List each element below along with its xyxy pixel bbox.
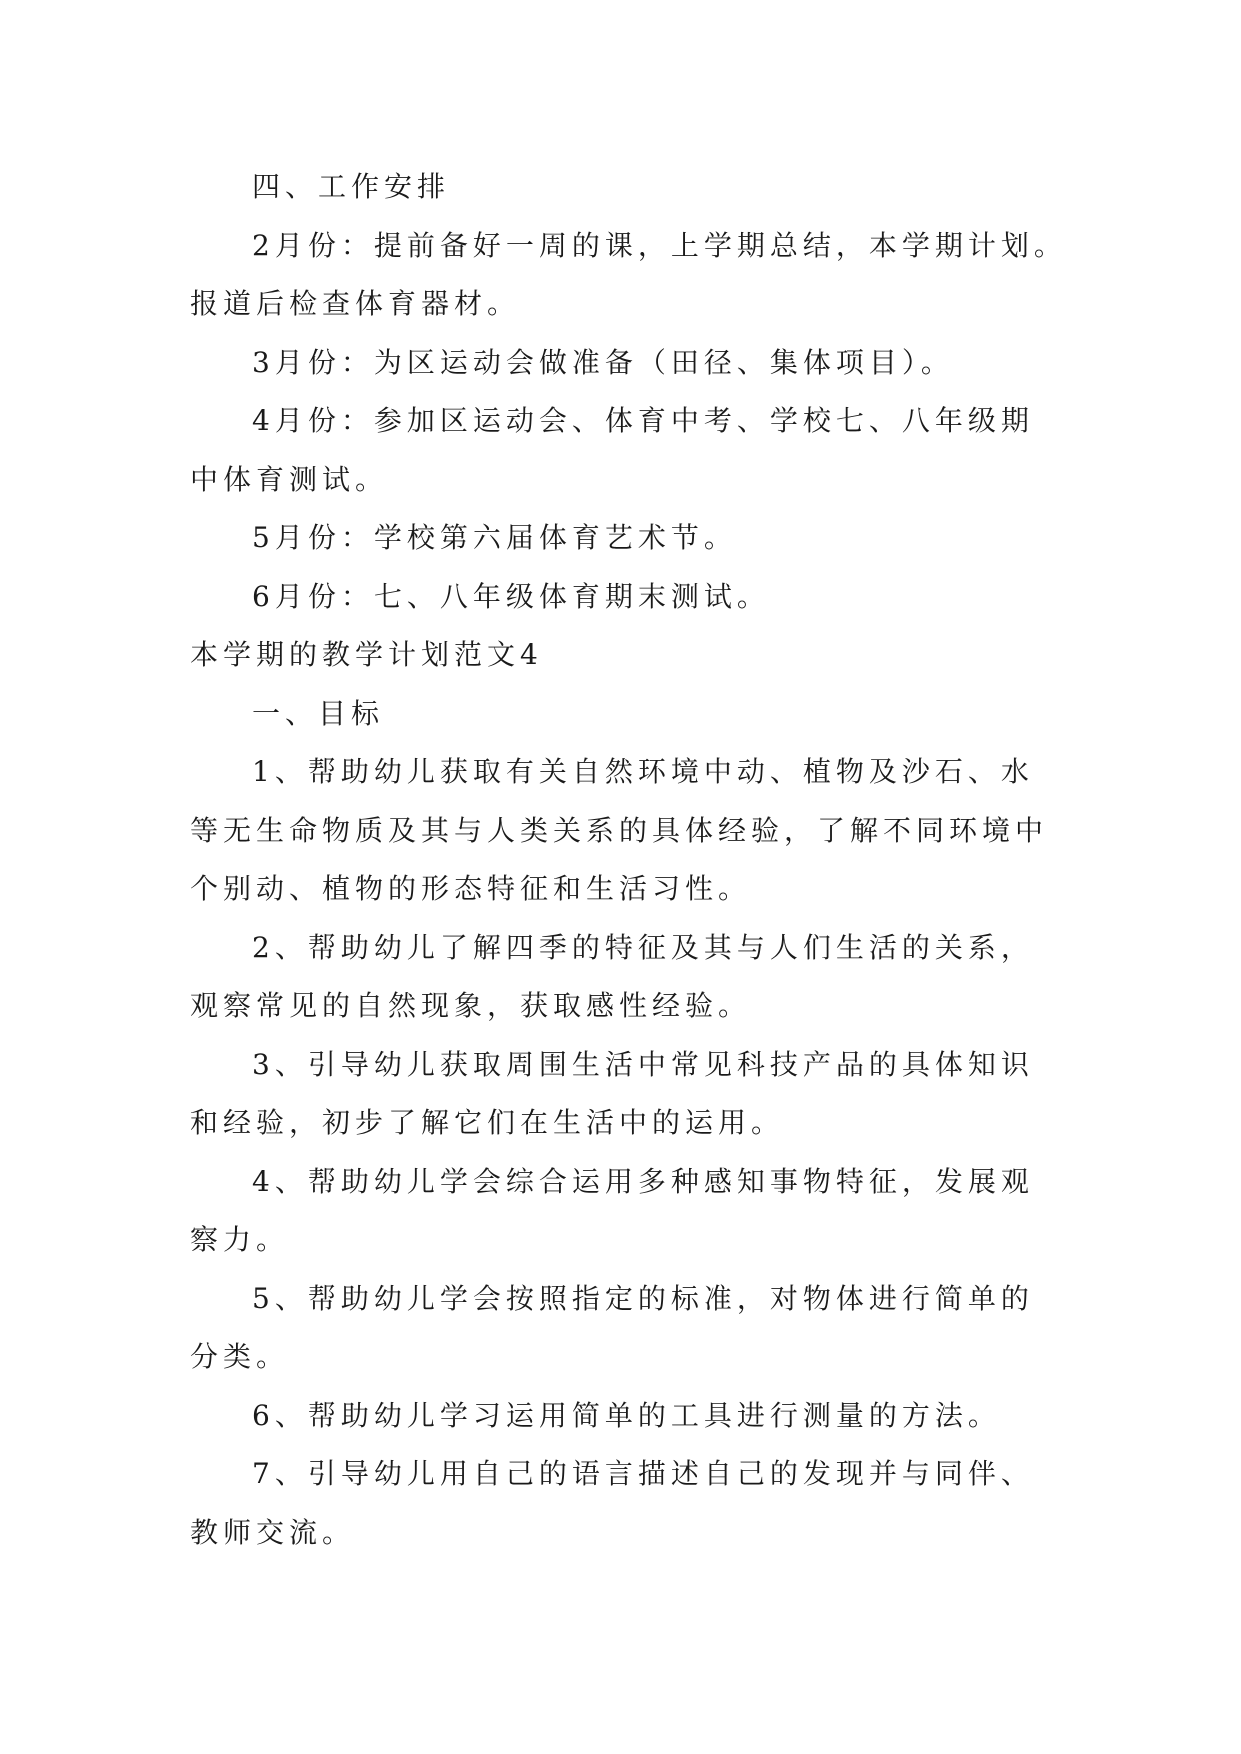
paragraph-line: 分类。 [190,1340,290,1373]
document-title: 本学期的教学计划范文4 [190,638,543,671]
paragraph-line: 7、引导幼儿用自己的语言描述自己的发现并与同伴、 [252,1457,1034,1490]
paragraph-line: 2月份：提前备好一周的课，上学期总结，本学期计划。 [252,228,1067,262]
paragraph-line: 4月份：参加区运动会、体育中考、学校七、八年级期 [252,404,1034,437]
document-body [190,158,1067,1562]
paragraph-line: 个别动、植物的形态特征和生活习性。 [190,872,752,905]
section-heading-work-arrangement: 四、工作安排 [252,170,451,203]
paragraph-line: 观察常见的自然现象，获取感性经验。 [190,989,752,1022]
paragraph-line: 6、帮助幼儿学习运用简单的工具进行测量的方法。 [252,1398,1001,1432]
paragraph-line: 4、帮助幼儿学会综合运用多种感知事物特征，发展观 [252,1164,1034,1198]
paragraph-line: 5、帮助幼儿学会按照指定的标准，对物体进行简单的 [252,1281,1034,1315]
paragraph-line: 和经验，初步了解它们在生活中的运用。 [190,1106,785,1139]
paragraph-line: 2、帮助幼儿了解四季的特征及其与人们生活的关系， [252,930,1034,964]
paragraph-line: 3、引导幼儿获取周围生活中常见科技产品的具体知识 [252,1047,1034,1081]
paragraph-line: 1、帮助幼儿获取有关自然环境中动、植物及沙石、水 [252,755,1034,788]
paragraph-line: 察力。 [190,1223,290,1256]
paragraph-line: 5月份：学校第六届体育艺术节。 [252,521,737,554]
paragraph-line: 报道后检查体育器材。 [190,287,521,320]
paragraph-line: 等无生命物质及其与人类关系的具体经验，了解不同环境中 [190,813,1049,847]
paragraph-line: 6月份：七、八年级体育期末测试。 [252,579,770,613]
paragraph-line: 教师交流。 [190,1515,356,1549]
paragraph-line: 3月份：为区运动会做准备（田径、集体项目）。 [252,345,954,379]
section-heading-goals: 一、目标 [252,696,385,730]
paragraph-line: 中体育测试。 [190,462,389,496]
